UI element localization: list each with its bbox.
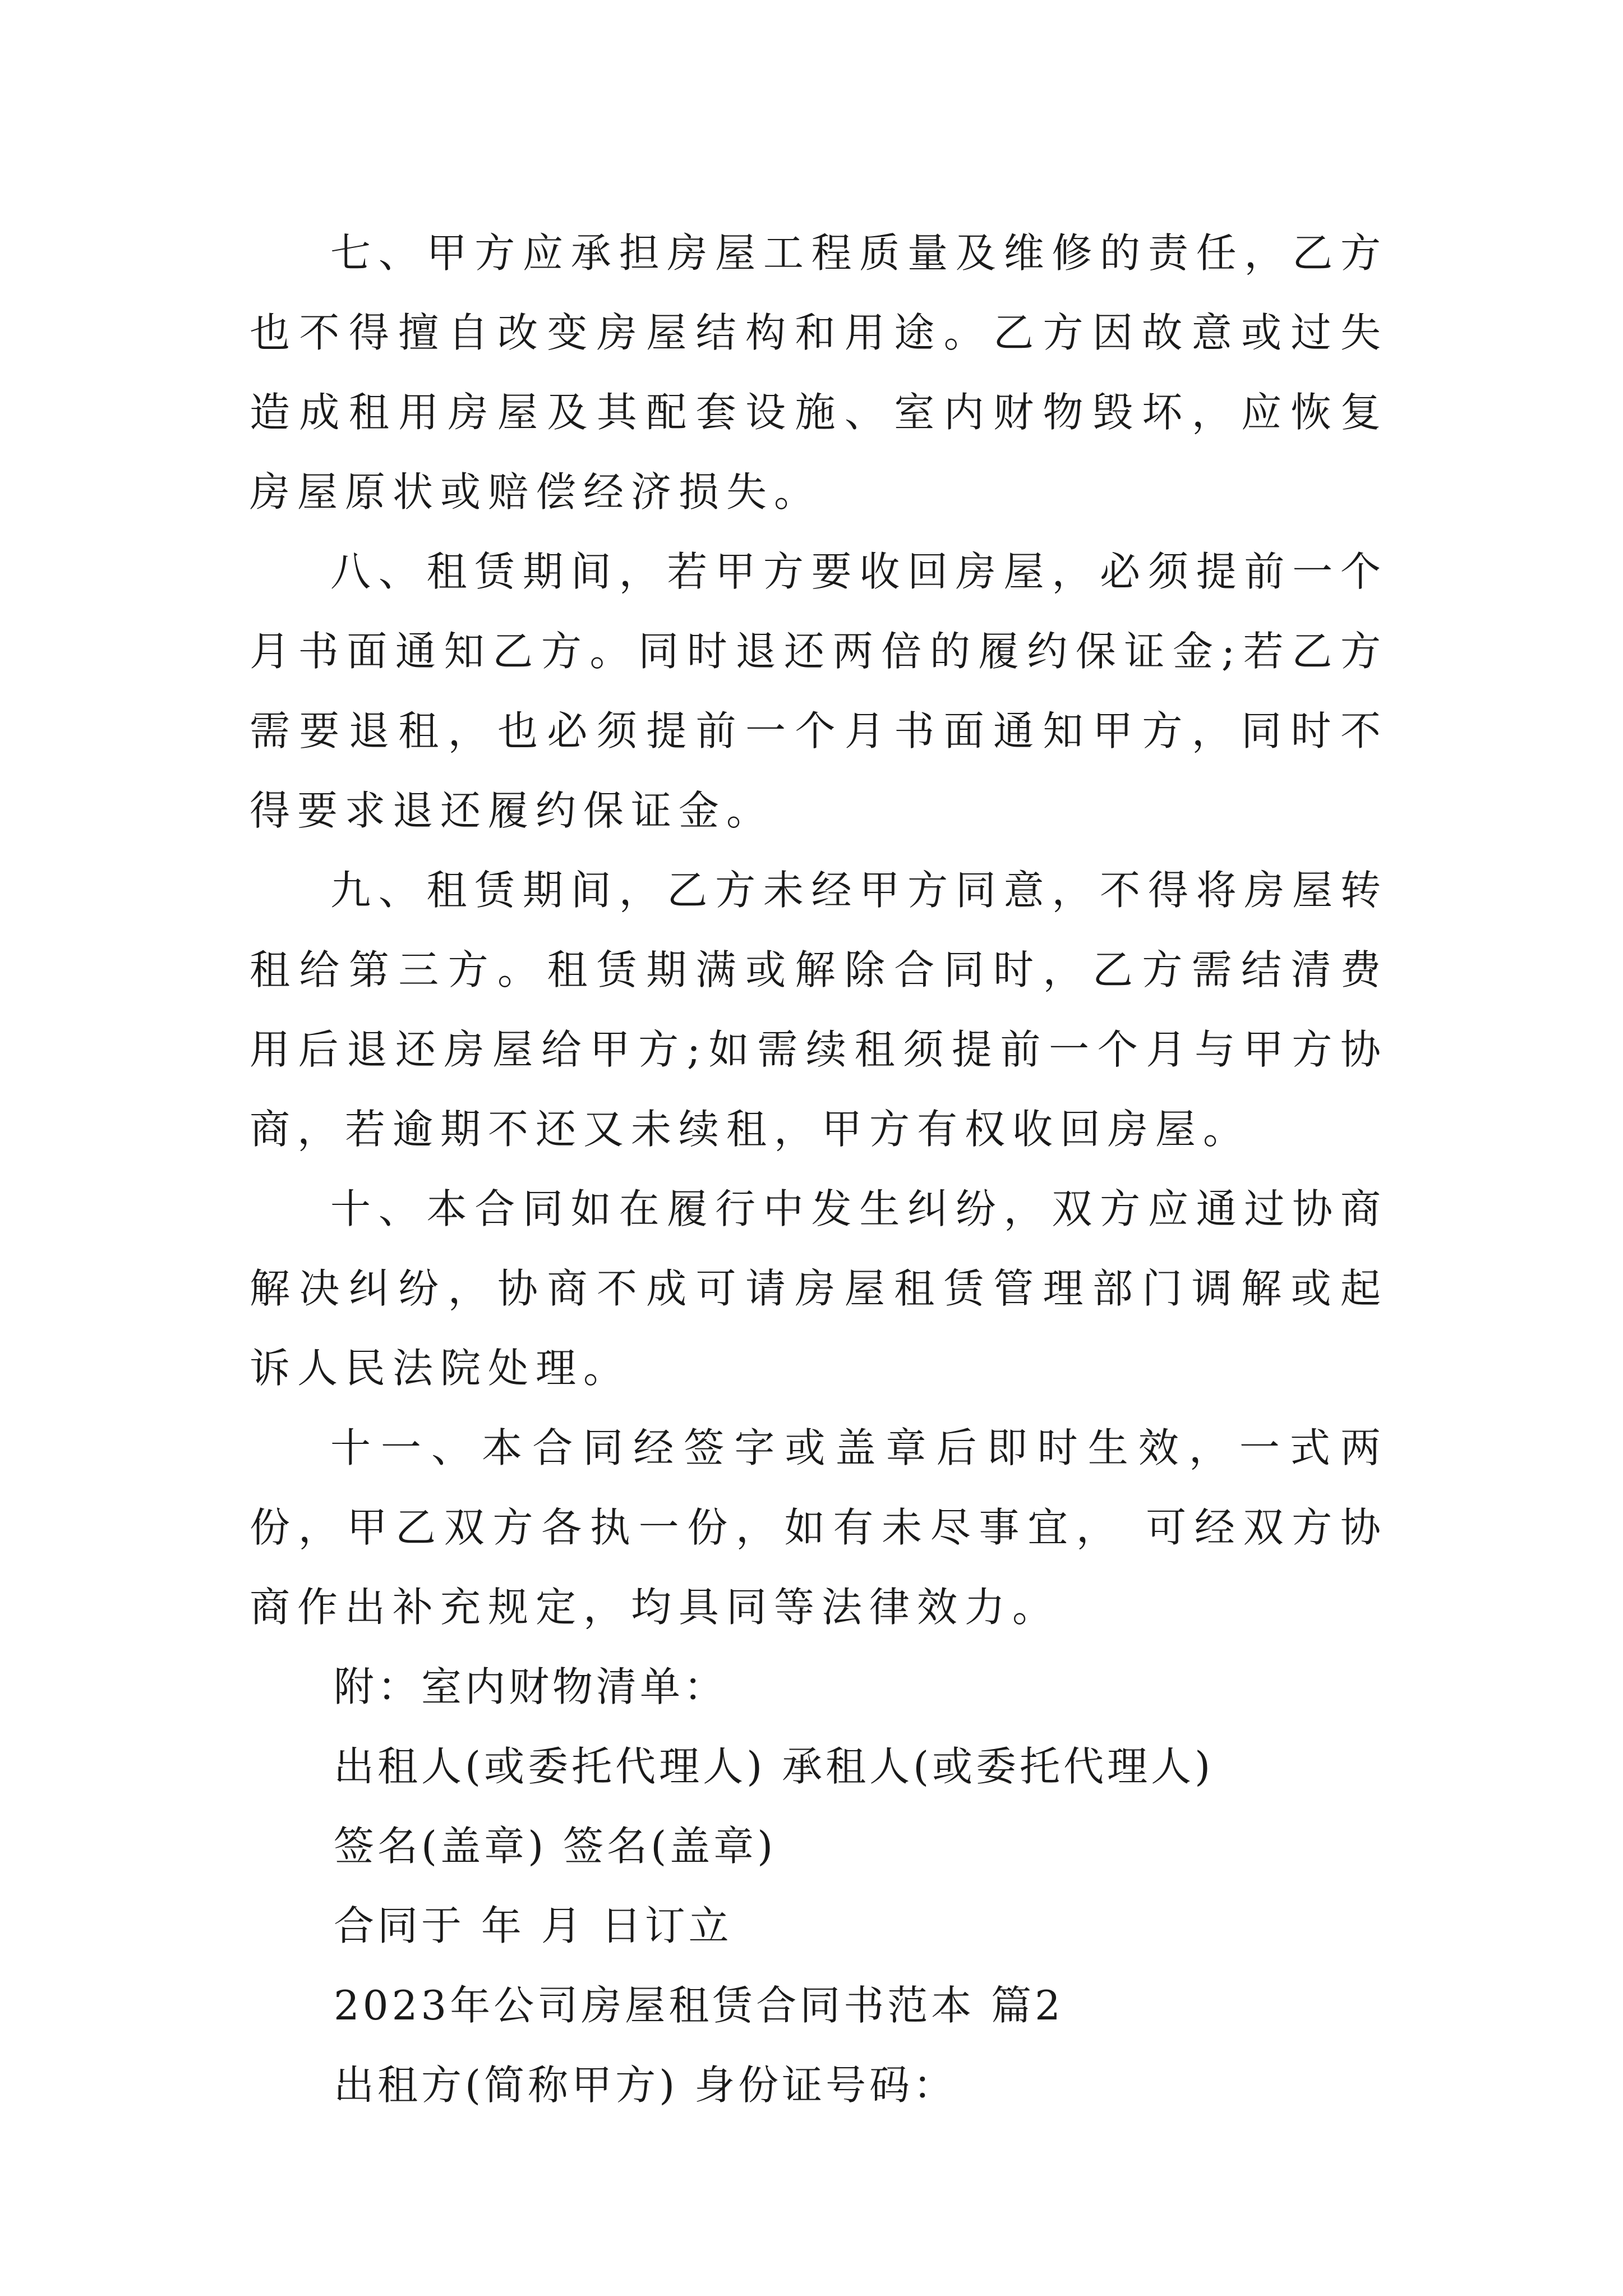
- section-title: 2023年公司房屋租赁合同书范本 篇2: [334, 1982, 1064, 2029]
- lessor-id-line: 出租方(简称甲方) 身份证号码：: [334, 2062, 957, 2109]
- clause-10: 十、本合同如在履行中发生纠纷，双方应通过协商解决纠纷，协商不成可请房屋租赁管理部门调解或起诉人民法院处理。: [250, 1185, 1388, 1392]
- clause-8: 八、租赁期间，若甲方要收回房屋，必须提前一个月书面通知乙方。同时退还两倍的履约保证金;若乙方需要退租，也必须提前一个月书面通知甲方，同时不得要求退还履约保证金。: [250, 548, 1388, 834]
- clause-9: 九、租赁期间，乙方未经甲方同意，不得将房屋转租给第三方。租赁期满或解除合同时，乙方需结清费用后退还房屋给甲方;如需续租须提前一个月与甲方协商，若逾期不还又未续租，甲方有权收回房屋。: [250, 867, 1388, 1153]
- parties-line: 出租人(或委托代理人) 承租人(或委托代理人): [334, 1743, 1214, 1790]
- date-line: 合同于 年 月 日订立: [334, 1902, 732, 1949]
- attachment-line: 附：室内财物清单：: [334, 1663, 728, 1710]
- clause-7: 七、甲方应承担房屋工程质量及维修的责任，乙方也不得擅自改变房屋结构和用途。乙方因故意或过失造成租用房屋及其配套设施、室内财物毁坏，应恢复房屋原状或赔偿经济损失。: [250, 229, 1388, 516]
- contract-text: [250, 213, 1388, 2125]
- signature-line: 签名(盖章) 签名(盖章): [334, 1823, 777, 1870]
- clause-11: 十一、本合同经签字或盖章后即时生效，一式两份，甲乙双方各执一份，如有未尽事宜， 可经双方协商作出补充规定，均具同等法律效力。: [250, 1424, 1388, 1631]
